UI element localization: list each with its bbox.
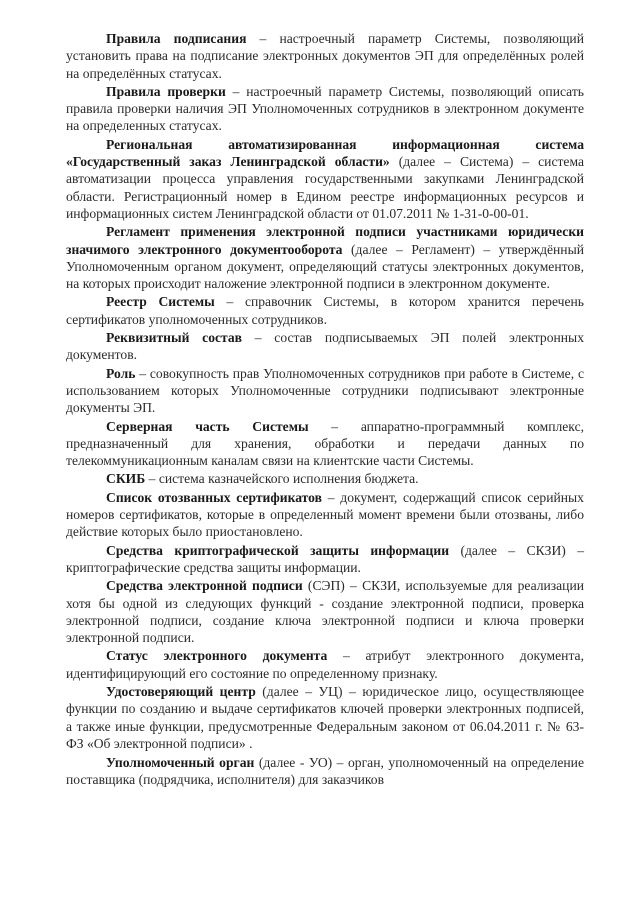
definition-role <box>66 365 584 417</box>
definition-certification-center <box>66 683 584 752</box>
term: Уполномоченный орган <box>106 755 255 771</box>
term: Роль <box>106 365 136 381</box>
definition-signing-rules <box>66 30 584 82</box>
term: Статус электронного документа <box>106 648 328 664</box>
definition-text: – настроечный параметр Системы, позволяющий описать правила проверки наличия ЭП Уполномоченных сотрудников в электронном документе на определенных статусах. <box>66 83 584 134</box>
definition-skib <box>66 470 584 487</box>
term: Региональная автоматизированная информационная система «Государственный заказ Ленинградской области» <box>66 136 584 170</box>
definition-text: (далее - УО) – орган, уполномоченный на определение поставщика (подрядчика, исполнителя) для заказчиков <box>66 755 584 788</box>
definition-text: – документ, содержащий список серийных номеров сертификатов, которые в определенный момент времени были отозваны, либо действие которых было приостановлено. <box>66 489 584 540</box>
definition-system <box>66 136 584 222</box>
definition-verification-rules <box>66 83 584 135</box>
term: Средства электронной подписи <box>106 578 303 594</box>
term: Регламент применения электронной подписи участниками юридически значимого электронного документооборота <box>66 224 584 257</box>
definition-revoked-certificates <box>66 489 584 541</box>
definition-system-registry <box>66 293 584 328</box>
definition-text: – состав подписываемых ЭП полей электронных документов. <box>66 330 584 363</box>
definition-regulation <box>66 223 584 292</box>
term: СКИБ <box>106 471 146 487</box>
term: Средства криптографической защиты информации <box>106 542 450 558</box>
definition-text: – совокупность прав Уполномоченных сотрудников при работе в Системе, с использованием которых Уполномоченные сотрудники подписывают электронные документы ЭП. <box>66 365 584 416</box>
definition-skzi <box>66 542 584 577</box>
term: Правила проверки <box>106 83 226 99</box>
definition-text: (далее – Система) – система автоматизации процесса управления государственными закупками Ленинградской области. Регистрационный номер в Едином реестре информационных ресурсов и информационных систем Ленинградской области от 01.07.2011 № 1-31-0-00-01. <box>66 154 585 221</box>
definition-text: (СЭП) – СКЗИ, используемые для реализации хотя бы одной из следующих функций - создание электронной подписи, проверка электронной подписи, создание ключа электронной подписи и ключа проверки электронной подписи. <box>66 578 585 646</box>
term: Серверная часть Системы <box>106 418 309 434</box>
definition-text: (далее – Регламент) – утверждённый Уполномоченным органом документ, определяющий статусы электронных документов, на которых происходит наложение электронной подписи в электронном документе. <box>66 241 584 292</box>
definition-text: (далее – УЦ) – юридическое лицо, осуществляющее функции по созданию и выдаче сертификатов ключей проверки электронных подписей, а также иные функции, предусмотренные Федеральным законом от 06.04.2011 г. № 63-ФЗ «Об электронной подписи» . <box>66 683 584 751</box>
term: Реестр Системы <box>106 294 215 310</box>
definition-requisite-composition <box>66 329 584 364</box>
term: Список отозванных сертификатов <box>106 489 322 505</box>
definition-text: – система казначейского исполнения бюджета. <box>145 471 419 487</box>
definition-text: – настроечный параметр Системы, позволяющий установить права на подписание электронных документов ЭП для определённых ролей на определённых статусах. <box>66 31 584 81</box>
definition-authorized-body <box>66 754 584 789</box>
term: Реквизитный состав <box>106 330 243 346</box>
definition-text: (далее – СКЗИ) – криптографические средства защиты информации. <box>66 542 584 575</box>
definition-document-status <box>66 647 584 682</box>
definition-server-part <box>66 418 584 470</box>
definition-text: – аппаратно-программный комплекс, предназначенный для хранения, обработки и передачи данных по телекоммуникационным каналам связи на клиентские части Системы. <box>66 418 585 469</box>
term: Удостоверяющий центр <box>106 683 256 699</box>
term: Правила подписания <box>106 31 247 46</box>
definition-text: – справочник Системы, в котором хранится перечень сертификатов уполномоченных сотрудников. <box>66 294 584 327</box>
definition-text: – атрибут электронного документа, идентифицирующий его состояние по определенному признаку. <box>66 648 584 681</box>
definition-sep <box>66 577 584 646</box>
